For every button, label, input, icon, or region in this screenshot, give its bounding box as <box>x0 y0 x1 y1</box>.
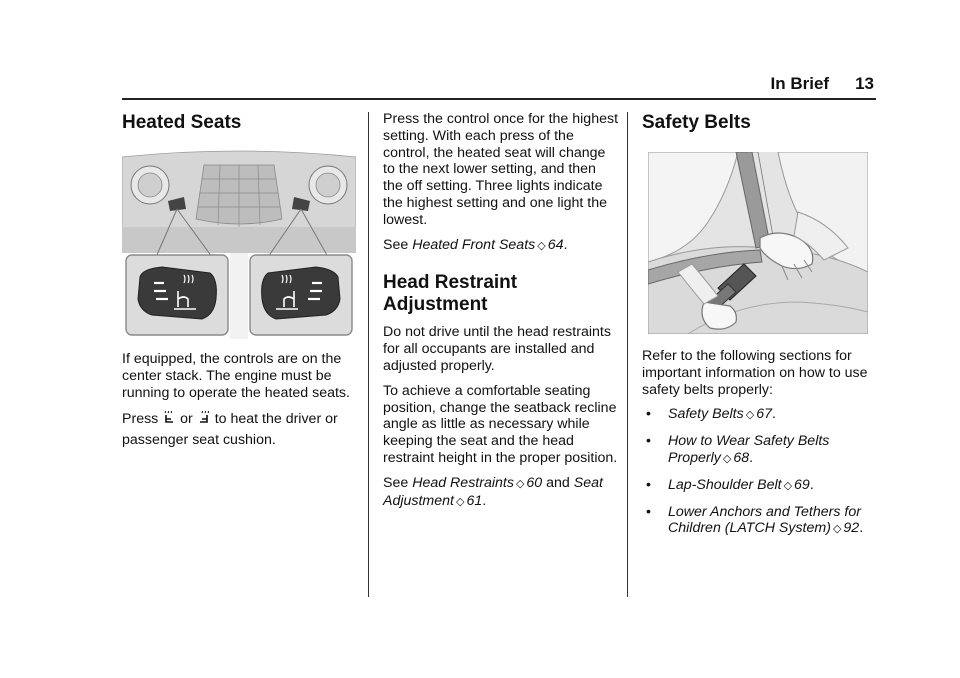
link-seat-adjustment[interactable]: Seat Adjustment <box>383 474 603 509</box>
safety-belts-reference-list <box>642 406 876 538</box>
safety-belts-intro: Refer to the following sections for important information on how to use safety belts properly: <box>642 348 868 398</box>
link-heated-front-seats[interactable]: Heated Front Seats <box>412 236 536 253</box>
driver-heated-seat-icon <box>163 411 175 425</box>
heated-seat-controls-illustration <box>122 149 356 339</box>
header-rule <box>122 98 876 100</box>
heated-seats-paragraph-1: If equipped, the controls are on the center stack. The engine must be running to operate the heated seats. <box>122 351 350 401</box>
head-restraint-paragraph-2: To achieve a comfortable seating position, change the seatback recline angle as little as necessary while keeping the seat and the head restraint height in the proper position. <box>383 382 618 466</box>
column-heated-seats <box>122 112 358 459</box>
link-lap-shoulder-belt[interactable]: Lap-Shoulder Belt <box>668 476 782 493</box>
list-item: • How to Wear Safety Belts Properly ◇ 68. <box>646 433 830 466</box>
safety-belts-heading: Safety Belts <box>642 112 751 133</box>
list-item: • Lap-Shoulder Belt ◇ 69. <box>646 476 814 493</box>
see-head-restraints: See Head Restraints ◇ 60 and Seat Adjustment ◇ 61. <box>383 474 603 509</box>
head-restraint-paragraph-1: Do not drive until the head restraints for all occupants are installed and adjusted properly. <box>383 324 611 374</box>
column-head-restraint <box>383 112 618 518</box>
page-ref-icon: ◇ <box>832 523 842 536</box>
link-how-to-wear-safety-belts[interactable]: How to Wear Safety Belts Properly <box>668 433 830 466</box>
link-safety-belts[interactable]: Safety Belts <box>668 406 744 423</box>
section-title: In Brief <box>770 74 830 93</box>
passenger-heated-seat-icon <box>198 411 210 425</box>
heated-seats-heading: Heated Seats <box>122 112 242 133</box>
page-ref-icon: ◇ <box>722 452 732 465</box>
page-ref-icon: ◇ <box>537 239 546 252</box>
column-divider-2 <box>627 112 628 597</box>
column-safety-belts <box>642 112 876 547</box>
page-ref-icon: ◇ <box>455 495 465 508</box>
page-number: 13 <box>855 74 874 93</box>
column-divider-1 <box>368 112 369 597</box>
page-ref-icon: ◇ <box>745 409 755 422</box>
heated-seats-paragraph-2: Press or to heat the driver or passenger seat cushion. <box>122 411 338 449</box>
head-restraint-heading: Head Restraint Adjustment <box>383 272 518 316</box>
page-header <box>771 74 874 94</box>
list-item: • Safety Belts ◇ 67. <box>646 406 776 423</box>
see-heated-front-seats: See Heated Front Seats ◇ 64. <box>383 236 568 253</box>
heated-seats-setting-paragraph: Press the control once for the highest setting. With each press of the control, the heated seat will change to the next lower setting, and then the off setting. Three lights indicate the highest setting and one light the lowest. <box>383 111 619 228</box>
link-lower-anchors-and-tethers[interactable]: Lower Anchors and Tethers for Children (LATCH System) <box>668 503 861 537</box>
page-ref-icon: ◇ <box>783 479 793 492</box>
list-item: • Lower Anchors and Tethers for Children (LATCH System) ◇ 92. <box>646 503 864 537</box>
safety-belt-buckle-illustration <box>648 152 868 334</box>
page-ref-icon: ◇ <box>515 477 525 490</box>
link-head-restraints[interactable]: Head Restraints <box>412 474 514 491</box>
